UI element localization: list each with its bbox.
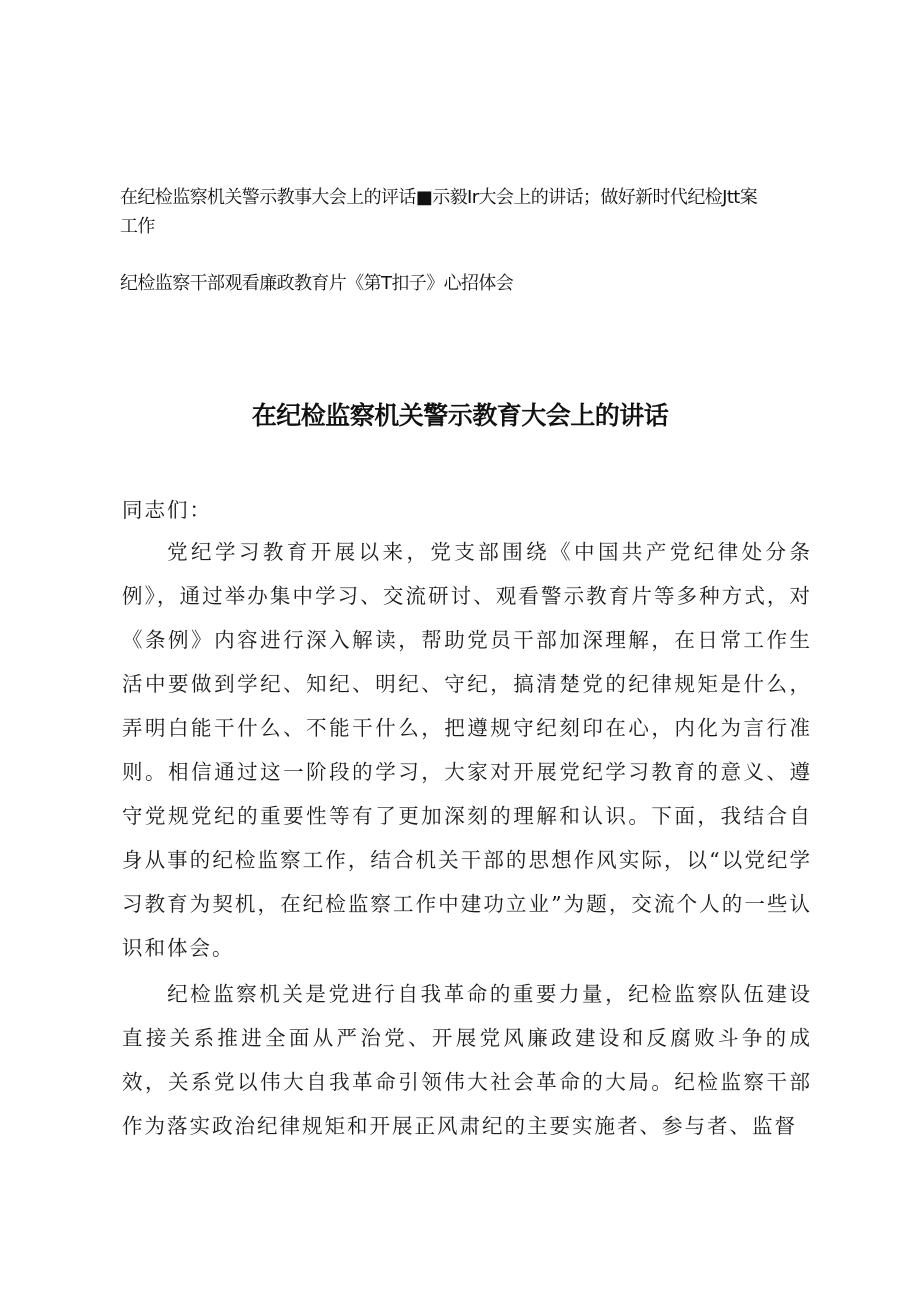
toc-entry-2: 纪检监察干部观看廉政教育片《第T扣子》心招体会 (120, 273, 514, 294)
toc-entry-1: 在纪检监察机关警示教事大会上的评话■示毅Ir大会上的讲话；做好新时代纪检Jtt案 (120, 187, 758, 208)
toc-entry-1-continuation: 工作 (120, 216, 155, 237)
table-of-contents (120, 183, 820, 298)
document-body (122, 490, 812, 1148)
salutation: 同志们： (122, 498, 212, 522)
document-title: 在纪检监察机关警示教育大会上的讲话 (251, 401, 669, 430)
paragraph: 党纪学习教育开展以来，党支部围绕《中国共产党纪律处分条例》，通过举办集中学习、交流研讨、观看警示教育片等多种方式，对《条例》内容进行深入解读，帮助党员干部加深理解，在日常工作生活中要做到学纪、知纪、明纪、守纪，搞清楚党的纪律规矩是什么，弄明白能干什么、不能干什么，把遵规守纪刻印在心，内化为言行准则。相信通过这一阶段的学习，大家对开展党纪学习教育的意义、遵守党规党纪的重要性等有了更加深刻的理解和认识。下面，我结合自身从事的纪检监察工作，结合机关干部的思想作风实际，以“以党纪学习教育为契机，在纪检监察工作中建功立业”为题，交流个人的一些认识和体会。 (122, 540, 812, 960)
paragraph: 纪检监察机关是党进行自我革命的重要力量，纪检监察队伍建设直接关系推进全面从严治党、开展党风廉政建设和反腐败斗争的成效，关系党以伟大自我革命引领伟大社会革命的大局。纪检监察干部作为落实政治纪律规矩和开展正风肃纪的主要实施者、参与者、监督 (122, 982, 812, 1138)
